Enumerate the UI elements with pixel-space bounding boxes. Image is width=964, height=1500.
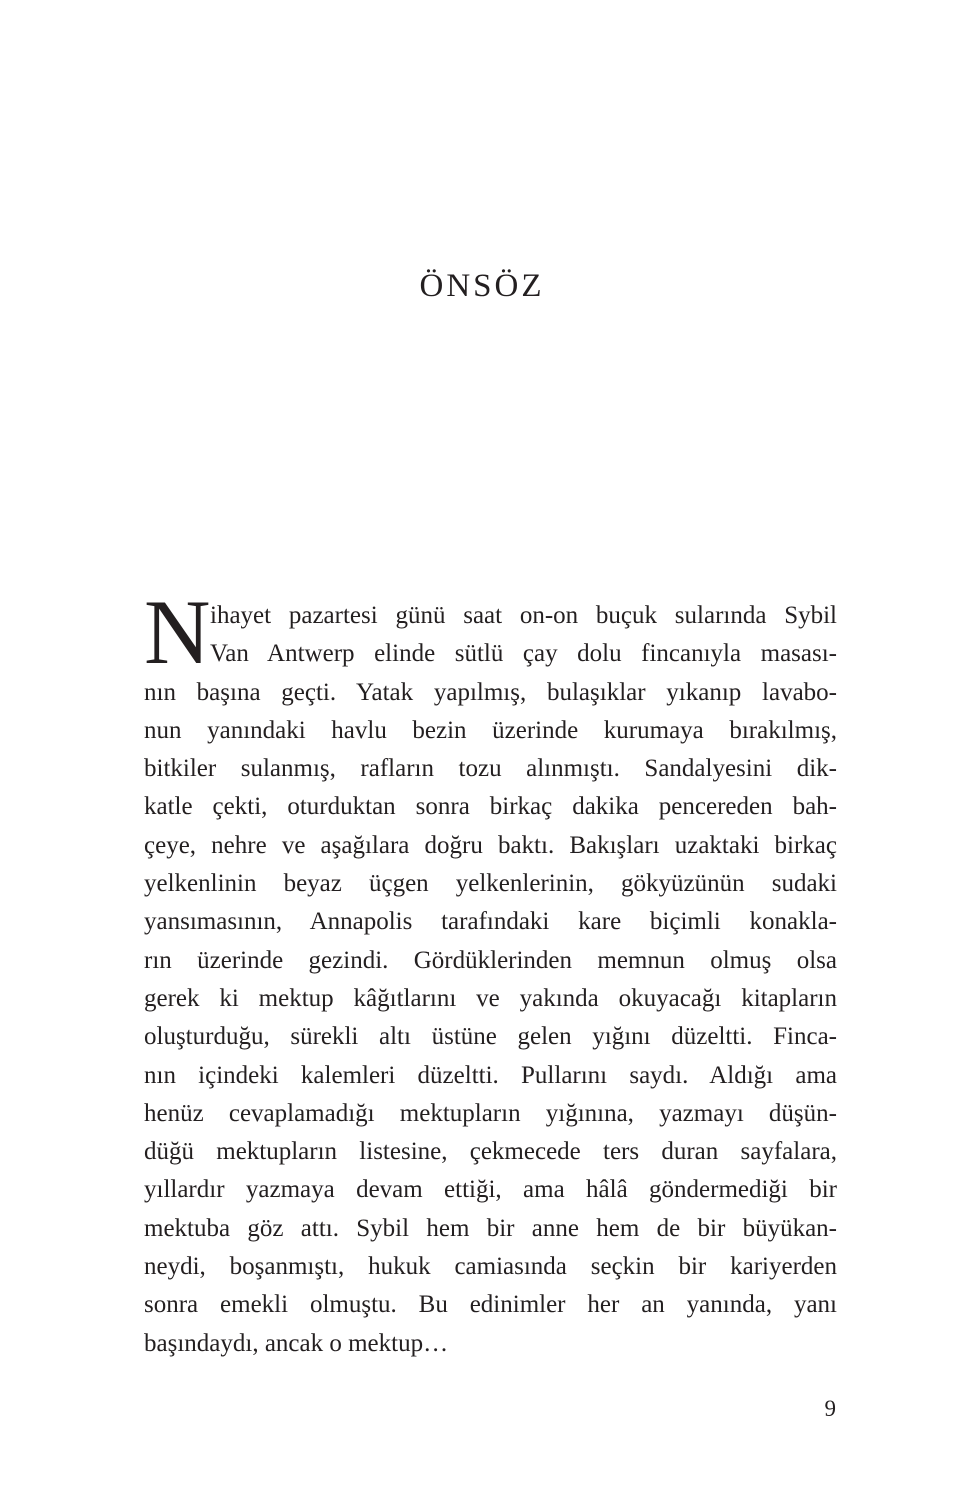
chapter-title: ÖNSÖZ	[419, 268, 545, 304]
text-line: ihayet pazartesi günü saat on-on buçuk sularında Sybil	[210, 602, 837, 629]
text-line: nun yanındaki havlu bezin üzerinde kurumaya bırakılmış,	[144, 716, 837, 744]
text-line: başındaydı, ancak o mektup…	[144, 1329, 449, 1357]
text-line: yansımasının, Annapolis tarafındaki kare biçimli konakla-	[144, 908, 837, 936]
text-line: sonra emekli olmuştu. Bu edinimler her an yanında, yanı	[144, 1291, 837, 1319]
text-line: gerek ki mektup kâğıtlarını ve yakında okuyacağı kitapların	[144, 984, 837, 1012]
body-paragraph	[144, 581, 837, 1363]
drop-cap: N	[144, 581, 211, 683]
text-line: mektuba göz attı. Sybil hem bir anne hem de bir büyükan-	[144, 1214, 837, 1242]
text-line: bitkiler sulanmış, rafların tozu alınmıştı. Sandalyesini dik-	[144, 755, 837, 783]
text-line: yelkenlinin beyaz üçgen yelkenlerinin, gökyüzünün sudaki	[144, 870, 837, 898]
text-line: Van Antwerp elinde sütlü çay dolu fincanıyla masası-	[210, 640, 837, 668]
text-line: nın başına geçti. Yatak yapılmış, bulaşıklar yıkanıp lavabo-	[144, 678, 837, 706]
text-line: nın içindeki kalemleri düzeltti. Pullarını saydı. Aldığı ama	[144, 1061, 837, 1089]
page-number: 9	[824, 1396, 836, 1421]
text-line: oluşturduğu, sürekli altı üstüne gelen yığını düzeltti. Finca-	[144, 1023, 837, 1051]
text-line: henüz cevaplamadığı mektupların yığınına, yazmayı düşün-	[144, 1099, 837, 1127]
text-line: yıllardır yazmaya devam ettiği, ama hâlâ göndermediği bir	[144, 1176, 837, 1204]
text-line: neydi, boşanmıştı, hukuk camiasında seçkin bir kariyerden	[144, 1253, 837, 1281]
text-line: katle çekti, oturduktan sonra birkaç dakika pencereden bah-	[144, 793, 837, 821]
text-line: rın üzerinde gezindi. Gördüklerinden memnun olmuş olsa	[144, 946, 837, 974]
text-line: düğü mektupların listesine, çekmecede ters duran sayfalara,	[144, 1138, 837, 1166]
text-line: çeye, nehre ve aşağılara doğru baktı. Bakışları uzaktaki birkaç	[144, 831, 837, 859]
